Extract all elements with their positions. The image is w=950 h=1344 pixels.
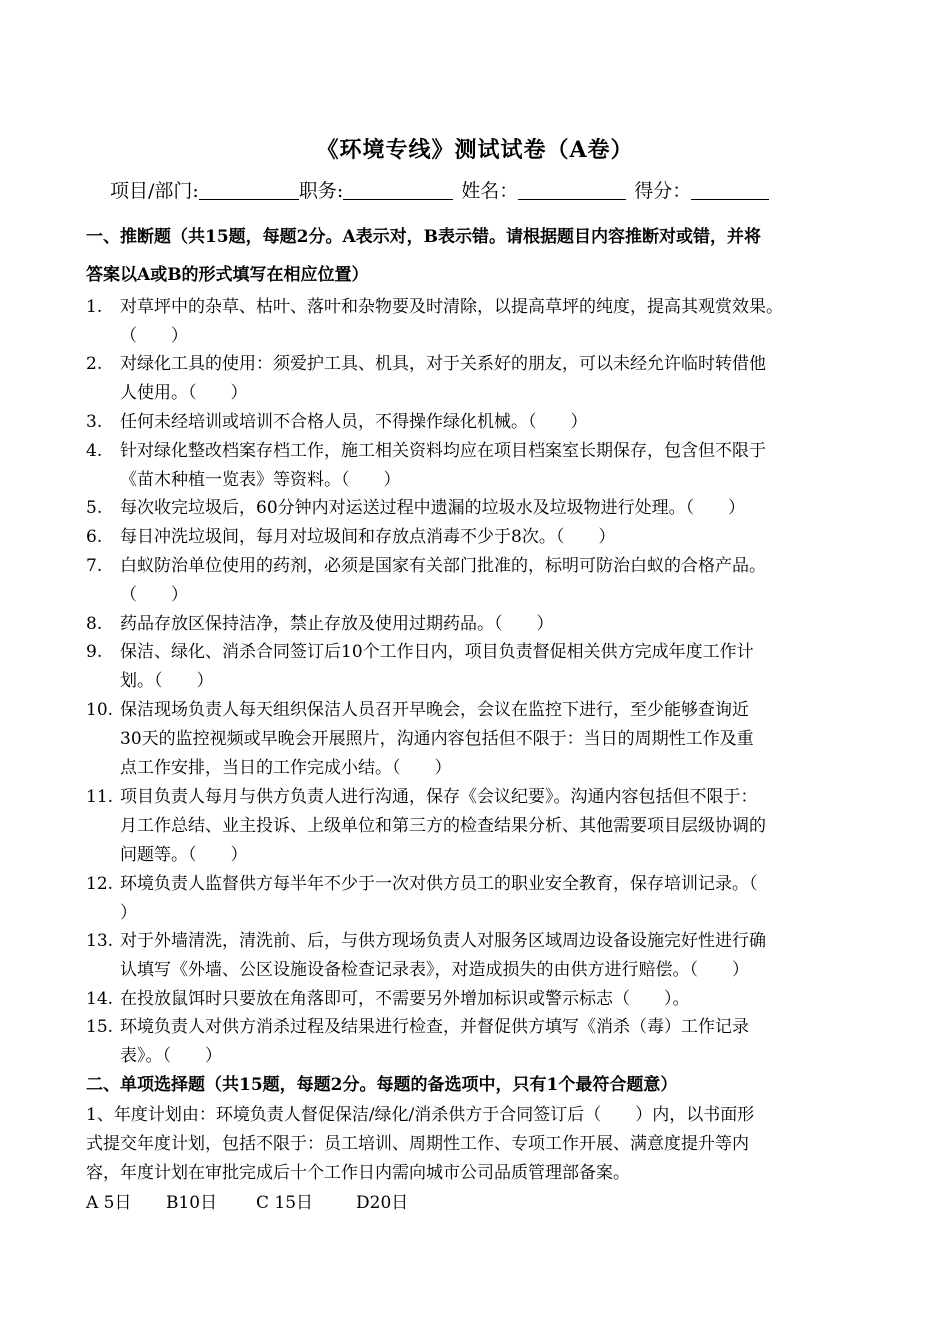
question-number: 13.	[86, 931, 114, 951]
question-line: 药品存放区保持洁净，禁止存放及使用过期药品。（ ）	[120, 614, 554, 634]
option-c: C 15日	[256, 1193, 314, 1213]
question-line: 每次收完垃圾后，60分钟内对运送过程中遗漏的垃圾水及垃圾物进行处理。（ ）	[120, 498, 746, 518]
option-a: A 5日	[86, 1193, 132, 1213]
question-number: 2.	[86, 354, 103, 374]
question-line: 点工作安排，当日的工作完成小结。（ ）	[120, 758, 452, 778]
question-line: 月工作总结、业主投诉、上级单位和第三方的检查结果分析、其他需要项目层级协调的	[120, 816, 766, 836]
question-number: 4.	[86, 441, 103, 461]
question-text	[120, 523, 866, 552]
choice-q1-line: 容，年度计划在审批完成后十个工作日内需向城市公司品质管理部备案。	[86, 1163, 630, 1183]
dept-label: 项目/部门:	[110, 180, 199, 202]
question-text	[120, 610, 866, 639]
question-text	[120, 552, 866, 610]
question-item	[86, 610, 866, 639]
question-text	[120, 696, 866, 783]
question-number: 1.	[86, 297, 103, 317]
question-text	[120, 927, 866, 985]
question-line: 环境负责人对供方消杀过程及结果进行检查，并督促供方填写《消杀（毒）工作记录	[120, 1017, 749, 1037]
question-number: 14.	[86, 989, 114, 1009]
choice-question-1	[86, 1101, 866, 1188]
question-number: 12.	[86, 874, 114, 894]
name-blank	[518, 181, 626, 200]
question-text	[120, 638, 866, 696]
exam-title: 《环境专线》测试试卷（A卷）	[316, 137, 634, 163]
question-line: 保洁、绿化、消杀合同签订后10个工作日内，项目负责督促相关供方完成年度工作计	[120, 642, 754, 662]
job-label: 职务:	[298, 180, 344, 202]
question-item	[86, 783, 866, 870]
choice-q1-line: 1、年度计划由：环境负责人督促保洁/绿化/消杀供方于合同签订后（ ）内，以书面形	[86, 1105, 755, 1125]
question-line: （ ）	[120, 326, 188, 346]
question-text	[120, 408, 866, 437]
question-number: 6.	[86, 527, 103, 547]
score-label: 得分：	[634, 180, 692, 202]
dept-blank	[199, 181, 299, 200]
question-item	[86, 696, 866, 783]
choice-q1-options	[86, 1188, 408, 1213]
question-line: （ ）	[120, 585, 188, 605]
question-line: 每日冲洗垃圾间，每月对垃圾间和存放点消毒不少于8次。（ ）	[120, 527, 616, 547]
question-number: 10.	[86, 700, 114, 720]
section1-heading	[86, 218, 866, 294]
question-line: 《苗木种植一览表》等资料。（ ）	[120, 470, 401, 490]
question-number: 7.	[86, 556, 103, 576]
question-line: 人使用。（ ）	[120, 383, 248, 403]
question-item	[86, 552, 866, 610]
question-line: 认填写《外墙、公区设施设备检查记录表》，对造成损失的由供方进行赔偿。（ ）	[120, 960, 749, 980]
question-line: 针对绿化整改档案存档工作，施工相关资料均应在项目档案室长期保存，包含但不限于	[120, 441, 766, 461]
question-line: 表》。（ ）	[120, 1046, 222, 1066]
question-text	[120, 1013, 866, 1071]
question-item	[86, 437, 866, 495]
question-line: 对于外墙清洗，清洗前、后，与供方现场负责人对服务区域周边设备设施完好性进行确	[120, 931, 766, 951]
option-d: D20日	[356, 1193, 409, 1213]
question-text	[120, 870, 866, 928]
option-b: B10日	[166, 1193, 218, 1213]
question-number: 9.	[86, 642, 103, 662]
question-line: ）	[120, 903, 137, 923]
question-item	[86, 985, 866, 1014]
question-text	[120, 437, 866, 495]
question-text	[120, 783, 866, 870]
question-line: 保洁现场负责人每天组织保洁人员召开早晚会，会议在监控下进行，至少能够查询近	[120, 700, 749, 720]
question-line: 在投放鼠饵时只要放在角落即可，不需要另外增加标识或警示标志（ ）。	[120, 989, 690, 1009]
question-item	[86, 523, 866, 552]
question-item	[86, 638, 866, 696]
question-line: 问题等。（ ）	[120, 845, 248, 865]
question-line: 划。（ ）	[120, 671, 214, 691]
question-item	[86, 293, 866, 351]
score-blank	[691, 181, 769, 200]
question-number: 8.	[86, 614, 103, 634]
question-number: 3.	[86, 412, 103, 432]
question-item	[86, 350, 866, 408]
name-label: 姓名：	[461, 180, 519, 202]
question-item	[86, 1013, 866, 1071]
question-number: 15.	[86, 1017, 114, 1037]
question-text	[120, 350, 866, 408]
question-line: 任何未经培训或培训不合格人员，不得操作绿化机械。（ ）	[120, 412, 588, 432]
question-line: 项目负责人每月与供方负责人进行沟通，保存《会议纪要》。沟通内容包括但不限于：	[120, 787, 758, 807]
section2-heading: 二、单项选择题（共15题，每题2分。每题的备选项中，只有1个最符合题意）	[86, 1075, 678, 1095]
question-text	[120, 985, 866, 1014]
question-line: 环境负责人监督供方每半年不少于一次对供方员工的职业安全教育，保存培训记录。（	[120, 874, 758, 894]
question-line: 对绿化工具的使用：须爱护工具、机具，对于关系好的朋友，可以未经允许临时转借他	[120, 354, 766, 374]
question-text	[120, 293, 866, 351]
choice-q1-line: 式提交年度计划，包括不限于：员工培训、周期性工作、专项工作开展、满意度提升等内	[86, 1134, 749, 1154]
question-text	[120, 494, 866, 523]
question-line: 对草坪中的杂草、枯叶、落叶和杂物要及时清除，以提高草坪的纯度，提高其观赏效果。	[120, 297, 783, 317]
question-line: 30天的监控视频或早晚会开展照片，沟通内容包括但不限于：当日的周期性工作及重	[120, 729, 754, 749]
question-item	[86, 870, 866, 928]
question-item	[86, 927, 866, 985]
question-item	[86, 408, 866, 437]
question-line: 白蚁防治单位使用的药剂，必须是国家有关部门批准的，标明可防治白蚁的合格产品。	[120, 556, 766, 576]
section1-line1: 一、推断题（共15题，每题2分。A表示对，B表示错。请根据题目内容推断对或错，并将	[86, 227, 762, 247]
job-blank	[343, 181, 453, 200]
question-number: 5.	[86, 498, 103, 518]
section1-line2: 答案以A或B的形式填写在相应位置）	[86, 265, 369, 285]
question-number: 11.	[86, 787, 114, 807]
info-line	[110, 176, 769, 203]
question-item	[86, 494, 866, 523]
